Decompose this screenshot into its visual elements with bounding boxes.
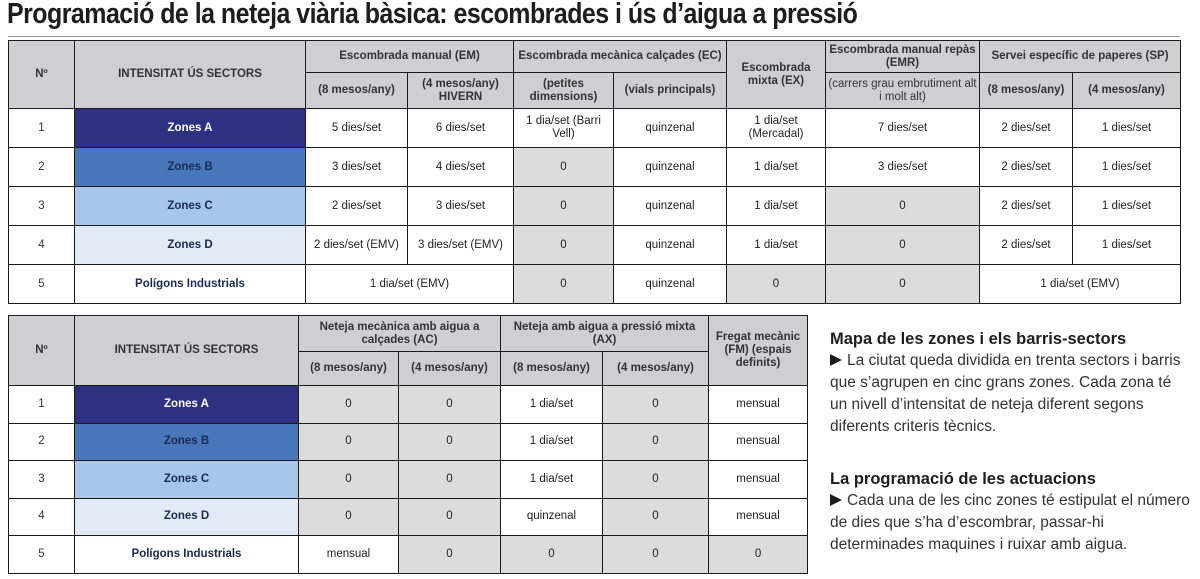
cell-ax-4: 0: [603, 536, 709, 574]
cell-emr: 3 dies/set: [826, 148, 980, 187]
sidebar-section-zones-map: [830, 329, 1190, 438]
table-row: [9, 187, 1181, 226]
header-ec: Escombrada mecànica calçades (EC): [514, 41, 727, 73]
cell-ac-4: 0: [399, 498, 501, 536]
header-em-4-period: (4 mesos/any): [422, 77, 499, 90]
triangle-bullet-icon: [830, 354, 842, 366]
zone-label: Zones D: [75, 498, 299, 536]
header-emr-sub: (carrers grau embrutiment alt i molt alt): [826, 73, 980, 109]
cell-em-4: 3 dies/set: [408, 187, 514, 226]
cell-em-4: 4 dies/set: [408, 148, 514, 187]
header-sp-8: (8 mesos/any): [980, 73, 1073, 109]
table-row: [9, 386, 808, 424]
triangle-bullet-icon: [830, 494, 842, 506]
row-number: 4: [9, 226, 75, 265]
row-number: 3: [9, 187, 75, 226]
cell-ac-4: 0: [399, 461, 501, 499]
table-row: [9, 461, 808, 499]
row-number: 3: [9, 461, 75, 499]
cell-em-8: 2 dies/set (EMV): [306, 226, 408, 265]
cell-sp-8: 2 dies/set: [980, 187, 1073, 226]
row-number: 2: [9, 148, 75, 187]
cell-emr: 0: [826, 226, 980, 265]
cell-sp-4: 1 dies/set: [1073, 148, 1181, 187]
section-body: Cada una de les cinc zones té estipulat el número de dies que s’ha d’escombrar, passar-hi determinades maquines i ruixar amb aigua.: [830, 492, 1190, 553]
cell-em-merged: 1 dia/set (EMV): [306, 265, 514, 304]
zone-label: Zones C: [75, 187, 306, 226]
cell-fm: mensual: [709, 498, 808, 536]
section-heading: Mapa de les zones i els barris-sectors: [830, 330, 1127, 348]
cell-ax-8: quinzenal: [501, 498, 603, 536]
cell-ec-petites: 0: [514, 226, 614, 265]
cell-ec-vials: quinzenal: [614, 226, 727, 265]
header-ac-4: (4 mesos/any): [399, 352, 501, 386]
cell-ax-4: 0: [603, 498, 709, 536]
cell-ax-8: 1 dia/set: [501, 386, 603, 424]
cell-sp-8: 2 dies/set: [980, 148, 1073, 187]
cell-ac-8: 0: [299, 386, 399, 424]
row-number: 5: [9, 536, 75, 574]
header-em-4: [408, 73, 514, 109]
cell-ex: 1 dia/set: [727, 226, 826, 265]
header-fm: Fregat mecànic (FM) (espais definits): [709, 316, 808, 386]
header-sp-4: (4 mesos/any): [1073, 73, 1181, 109]
table-row: [9, 226, 1181, 265]
cell-ax-4: 0: [603, 461, 709, 499]
cell-ec-petites: 0: [514, 265, 614, 304]
sweeping-schedule-table: [8, 40, 1181, 304]
zone-label: Zones B: [75, 148, 306, 187]
cell-emr: 7 dies/set: [826, 109, 980, 148]
zone-label: Zones B: [75, 423, 299, 461]
row-number: 5: [9, 265, 75, 304]
header-intensitat: INTENSITAT ÚS SECTORS: [75, 316, 299, 386]
cell-ac-8: 0: [299, 461, 399, 499]
cell-ax-8: 1 dia/set: [501, 461, 603, 499]
cell-ec-vials: quinzenal: [614, 109, 727, 148]
cell-emr: 0: [826, 265, 980, 304]
header-em-8: (8 mesos/any): [306, 73, 408, 109]
cell-ex: 1 dia/set: [727, 187, 826, 226]
cell-ec-vials: quinzenal: [614, 148, 727, 187]
page-title: Programació de la neteja viària bàsica: escombrades i ús d’aigua a pressió: [7, 0, 858, 30]
header-no: Nº: [9, 316, 75, 386]
cell-ec-vials: quinzenal: [614, 187, 727, 226]
header-sp: Servei específic de paperes (SP): [980, 41, 1181, 73]
cell-ac-8: mensual: [299, 536, 399, 574]
row-number: 1: [9, 109, 75, 148]
table-row: [9, 148, 1181, 187]
zone-label: Polígons Industrials: [75, 265, 306, 304]
header-ax-4: (4 mesos/any): [603, 352, 709, 386]
header-ac: Neteja mecànica amb aigua a calçades (AC): [299, 316, 501, 352]
table-row: [9, 498, 808, 536]
cell-ac-4: 0: [399, 536, 501, 574]
sidebar-section-programming: [830, 469, 1190, 556]
cell-ac-8: 0: [299, 423, 399, 461]
header-no: Nº: [9, 41, 75, 109]
header-ex: Escombrada mixta (EX): [727, 41, 826, 109]
cell-sp-8: 2 dies/set: [980, 226, 1073, 265]
header-em: Escombrada manual (EM): [306, 41, 514, 73]
header-ax-8: (8 mesos/any): [501, 352, 603, 386]
cell-ec-petites: 0: [514, 148, 614, 187]
cell-fm: 0: [709, 536, 808, 574]
header-ax: Neteja amb aigua a pressió mixta (AX): [501, 316, 709, 352]
cell-em-4: 3 dies/set (EMV): [408, 226, 514, 265]
cell-sp-merged: 1 dia/set (EMV): [980, 265, 1181, 304]
zone-label: Zones A: [75, 109, 306, 148]
cell-ax-8: 0: [501, 536, 603, 574]
water-cleaning-table: [8, 315, 808, 574]
cell-sp-4: 1 dies/set: [1073, 226, 1181, 265]
header-em-4-season: HIVERN: [438, 90, 483, 103]
cell-ex: 1 dia/set: [727, 148, 826, 187]
cell-ax-4: 0: [603, 386, 709, 424]
header-ec-vials: (vials principals): [614, 73, 727, 109]
cell-sp-4: 1 dies/set: [1073, 109, 1181, 148]
table-row: [9, 109, 1181, 148]
cell-ax-4: 0: [603, 423, 709, 461]
header-emr: Escombrada manual repàs (EMR): [826, 41, 980, 73]
cell-fm: mensual: [709, 461, 808, 499]
table-row: [9, 536, 808, 574]
cell-emr: 0: [826, 187, 980, 226]
cell-ax-8: 1 dia/set: [501, 423, 603, 461]
cell-em-8: 2 dies/set: [306, 187, 408, 226]
zone-label: Zones C: [75, 461, 299, 499]
cell-sp-8: 2 dies/set: [980, 109, 1073, 148]
cell-ac-8: 0: [299, 498, 399, 536]
title-divider: [8, 36, 1180, 37]
header-ac-8: (8 mesos/any): [299, 352, 399, 386]
cell-ec-vials: quinzenal: [614, 265, 727, 304]
cell-ac-4: 0: [399, 386, 501, 424]
header-ec-petites: (petites dimensions): [514, 73, 614, 109]
zone-label: Zones D: [75, 226, 306, 265]
row-number: 4: [9, 498, 75, 536]
cell-ex: 0: [727, 265, 826, 304]
section-body: La ciutat queda dividida en trenta sectors i barris que s’agrupen en cinc grans zones. Cada zona té un nivell d’intensitat de neteja diferent segons diferents criteris tècnics.: [830, 352, 1181, 435]
row-number: 2: [9, 423, 75, 461]
section-heading: La programació de les actuacions: [830, 470, 1096, 488]
cell-em-4: 6 dies/set: [408, 109, 514, 148]
table-row: [9, 423, 808, 461]
cell-ex: 1 dia/set (Mercadal): [727, 109, 826, 148]
cell-fm: mensual: [709, 386, 808, 424]
cell-ac-4: 0: [399, 423, 501, 461]
cell-sp-4: 1 dies/set: [1073, 187, 1181, 226]
zone-label: Zones A: [75, 386, 299, 424]
cell-fm: mensual: [709, 423, 808, 461]
cell-em-8: 5 dies/set: [306, 109, 408, 148]
table-row: [9, 265, 1181, 304]
cell-em-8: 3 dies/set: [306, 148, 408, 187]
zone-label: Polígons Industrials: [75, 536, 299, 574]
cell-ec-petites: 1 dia/set (Barri Vell): [514, 109, 614, 148]
row-number: 1: [9, 386, 75, 424]
cell-ec-petites: 0: [514, 187, 614, 226]
header-intensitat: INTENSITAT ÚS SECTORS: [75, 41, 306, 109]
